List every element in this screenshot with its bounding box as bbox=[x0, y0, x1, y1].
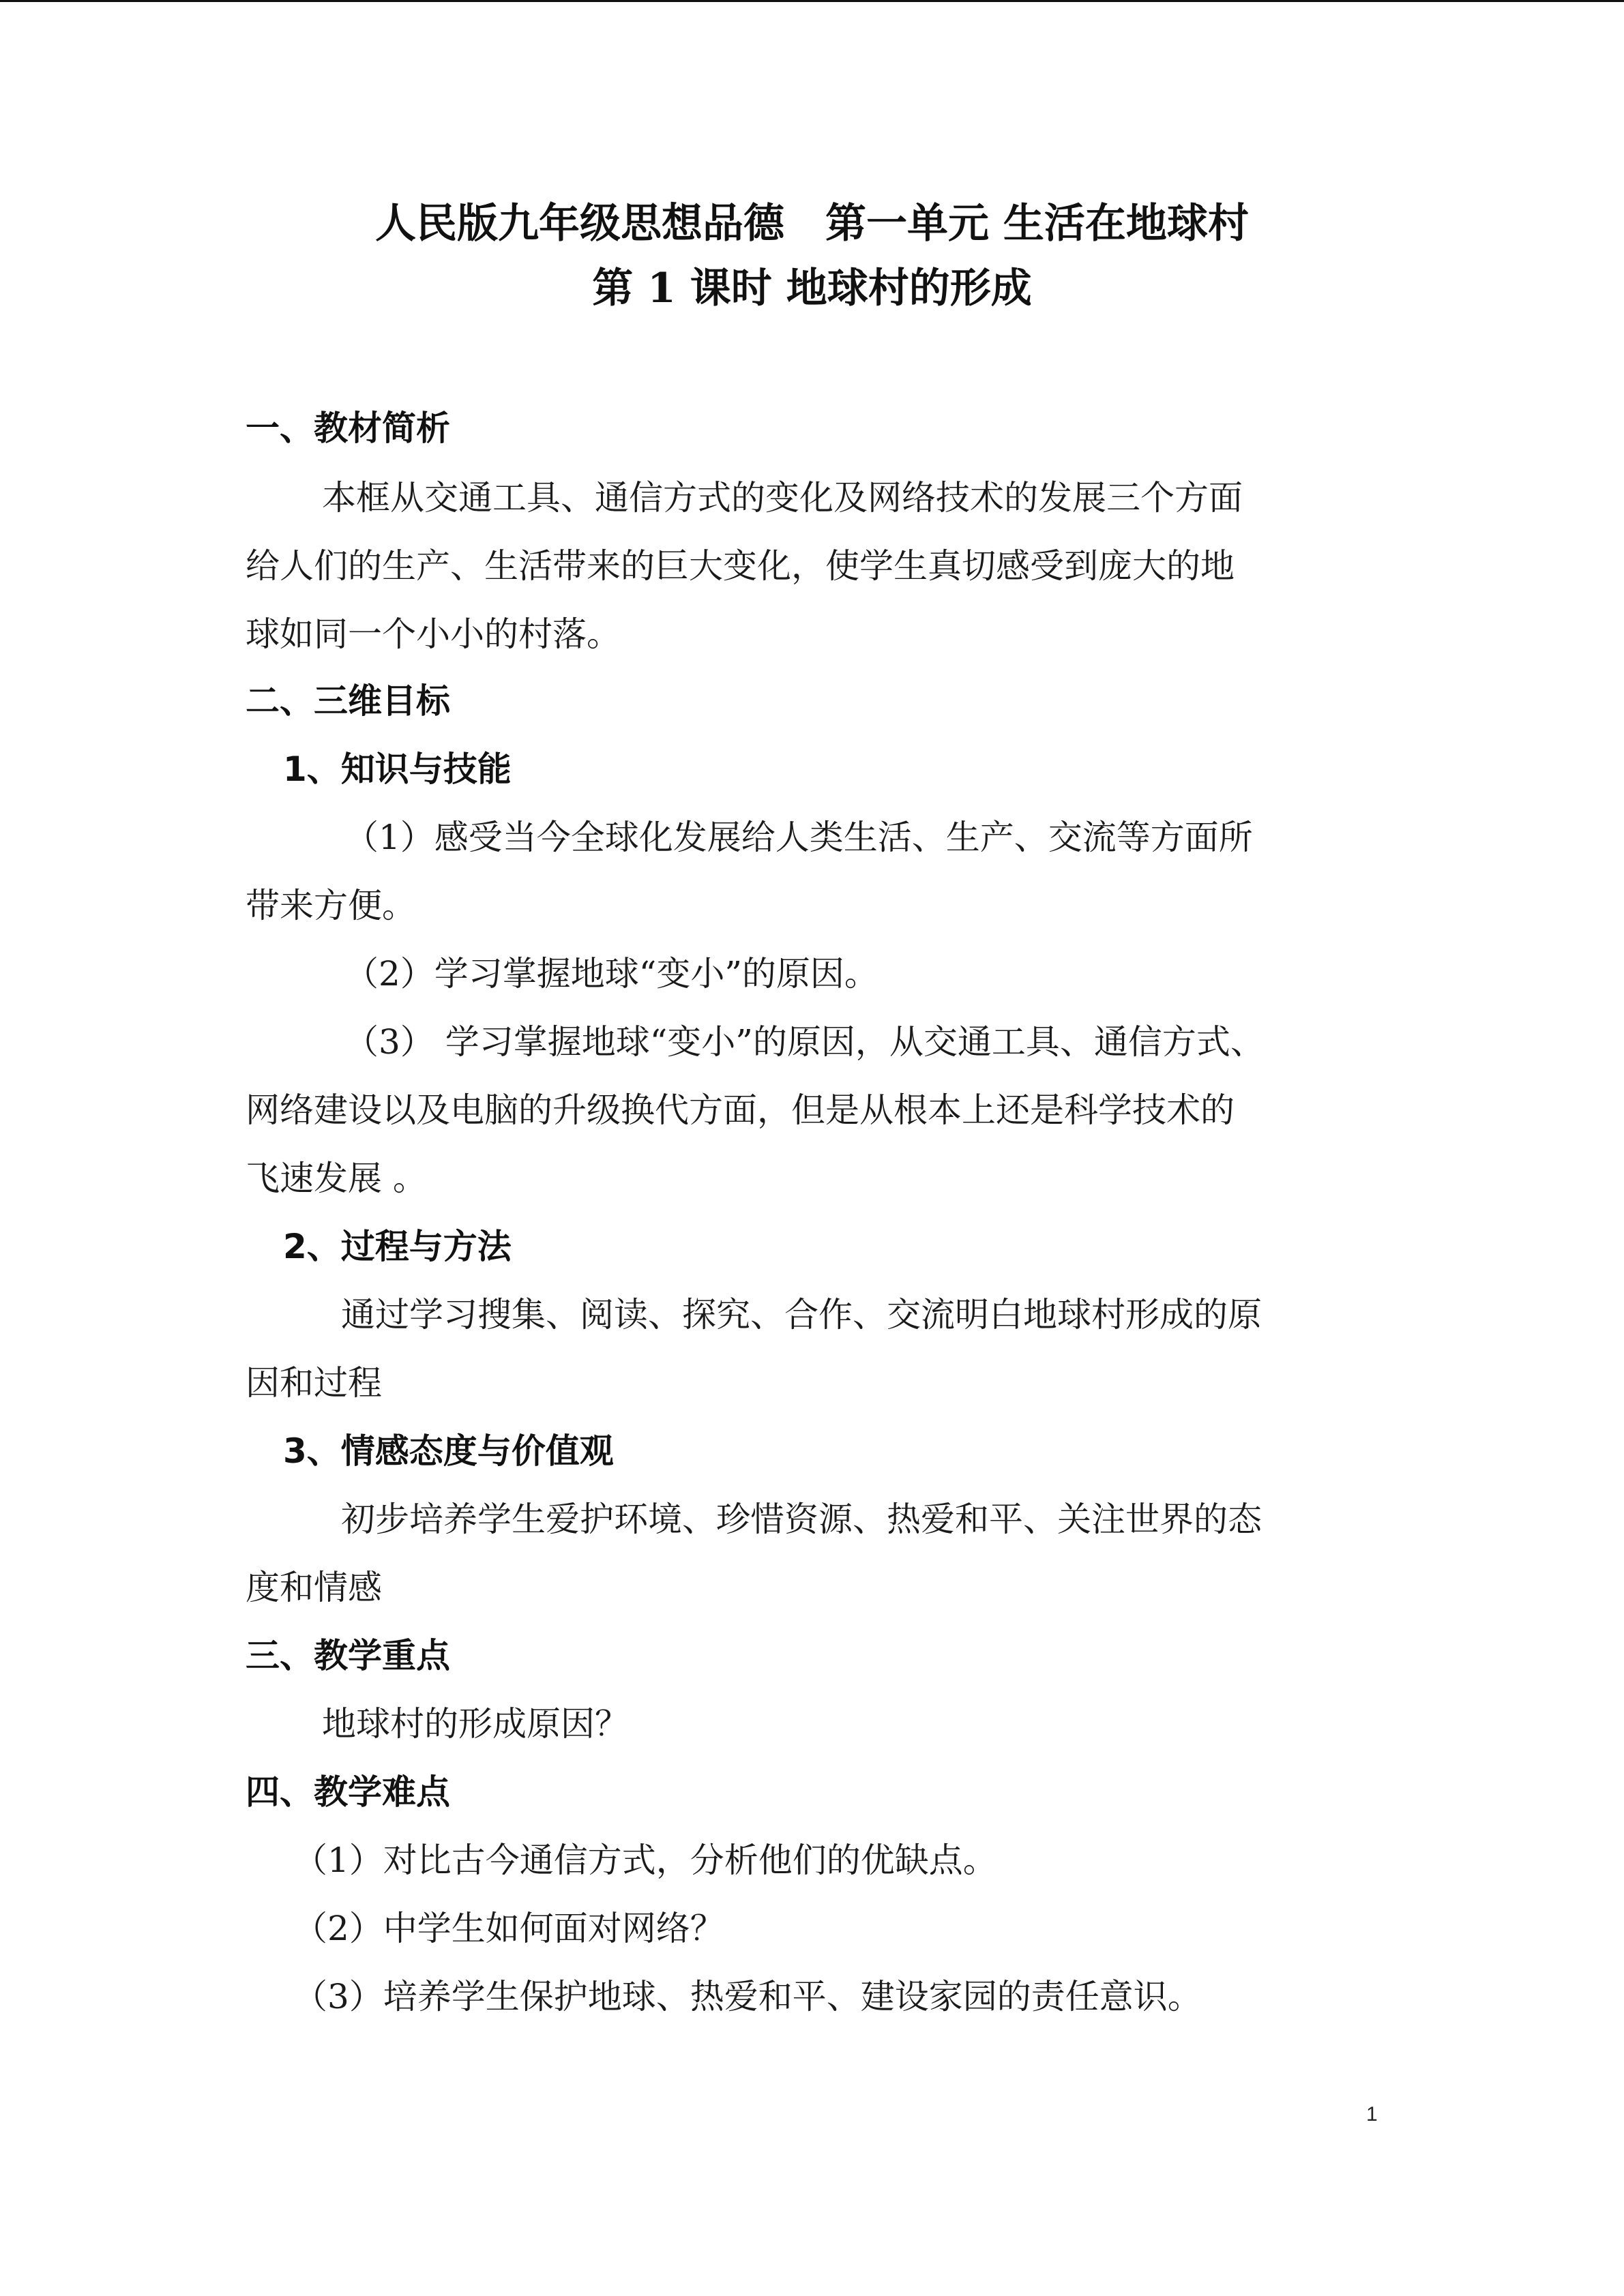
list-item: （2）中学生如何面对网络？ bbox=[293, 1909, 724, 1948]
paragraph-line: 通过学习搜集、阅读、探究、合作、交流明白地球村形成的原 bbox=[341, 1295, 1262, 1335]
list-item: （3）培养学生保护地球、热爱和平、建设家园的责任意识。 bbox=[293, 1977, 1202, 2016]
list-item-line: （1）感受当今全球化发展给人类生活、生产、交流等方面所 bbox=[344, 818, 1253, 857]
list-item-line: 网络建设以及电脑的升级换代方面，但是从根本上还是科学技术的 bbox=[246, 1090, 1235, 1130]
paragraph-line: 初步培养学生爱护环境、珍惜资源、热爱和平、关注世界的态 bbox=[341, 1500, 1262, 1539]
list-item: （1）对比古今通信方式，分析他们的优缺点。 bbox=[293, 1840, 997, 1880]
section-heading-key-points: 三、教学重点 bbox=[246, 1636, 450, 1675]
section-heading-difficulties: 四、教学难点 bbox=[246, 1772, 450, 1812]
list-item-line: （2）学习掌握地球“变小”的原因。 bbox=[344, 954, 879, 994]
document-title: 人民版九年级思想品德 第一单元 生活在地球村 bbox=[375, 200, 1249, 248]
list-item-line: 带来方便。 bbox=[246, 886, 416, 925]
list-item-line: （3） 学习掌握地球“变小”的原因，从交通工具、通信方式、 bbox=[344, 1022, 1265, 1062]
subheading-emotion-values: 3、情感态度与价值观 bbox=[283, 1431, 614, 1471]
subheading-knowledge-skills: 1、知识与技能 bbox=[283, 749, 512, 789]
section-heading-objectives: 二、三维目标 bbox=[246, 681, 450, 721]
paragraph-line: 地球村的形成原因？ bbox=[322, 1704, 629, 1744]
document-subtitle: 第 1 课时 地球村的形成 bbox=[592, 265, 1032, 312]
paragraph-line: 度和情感 bbox=[246, 1568, 382, 1607]
page-number: 1 bbox=[1366, 2103, 1378, 2126]
page-top-border bbox=[0, 0, 1624, 2]
paragraph-line: 给人们的生产、生活带来的巨大变化，使学生真切感受到庞大的地 bbox=[246, 546, 1235, 586]
paragraph-line: 因和过程 bbox=[246, 1363, 382, 1403]
paragraph-line: 本框从交通工具、通信方式的变化及网络技术的发展三个方面 bbox=[322, 478, 1243, 518]
paragraph-line: 球如同一个小小的村落。 bbox=[246, 614, 621, 654]
subheading-process-method: 2、过程与方法 bbox=[283, 1227, 512, 1266]
section-heading-analysis: 一、教材简析 bbox=[246, 408, 450, 448]
list-item-line: 飞速发展 。 bbox=[246, 1159, 427, 1198]
